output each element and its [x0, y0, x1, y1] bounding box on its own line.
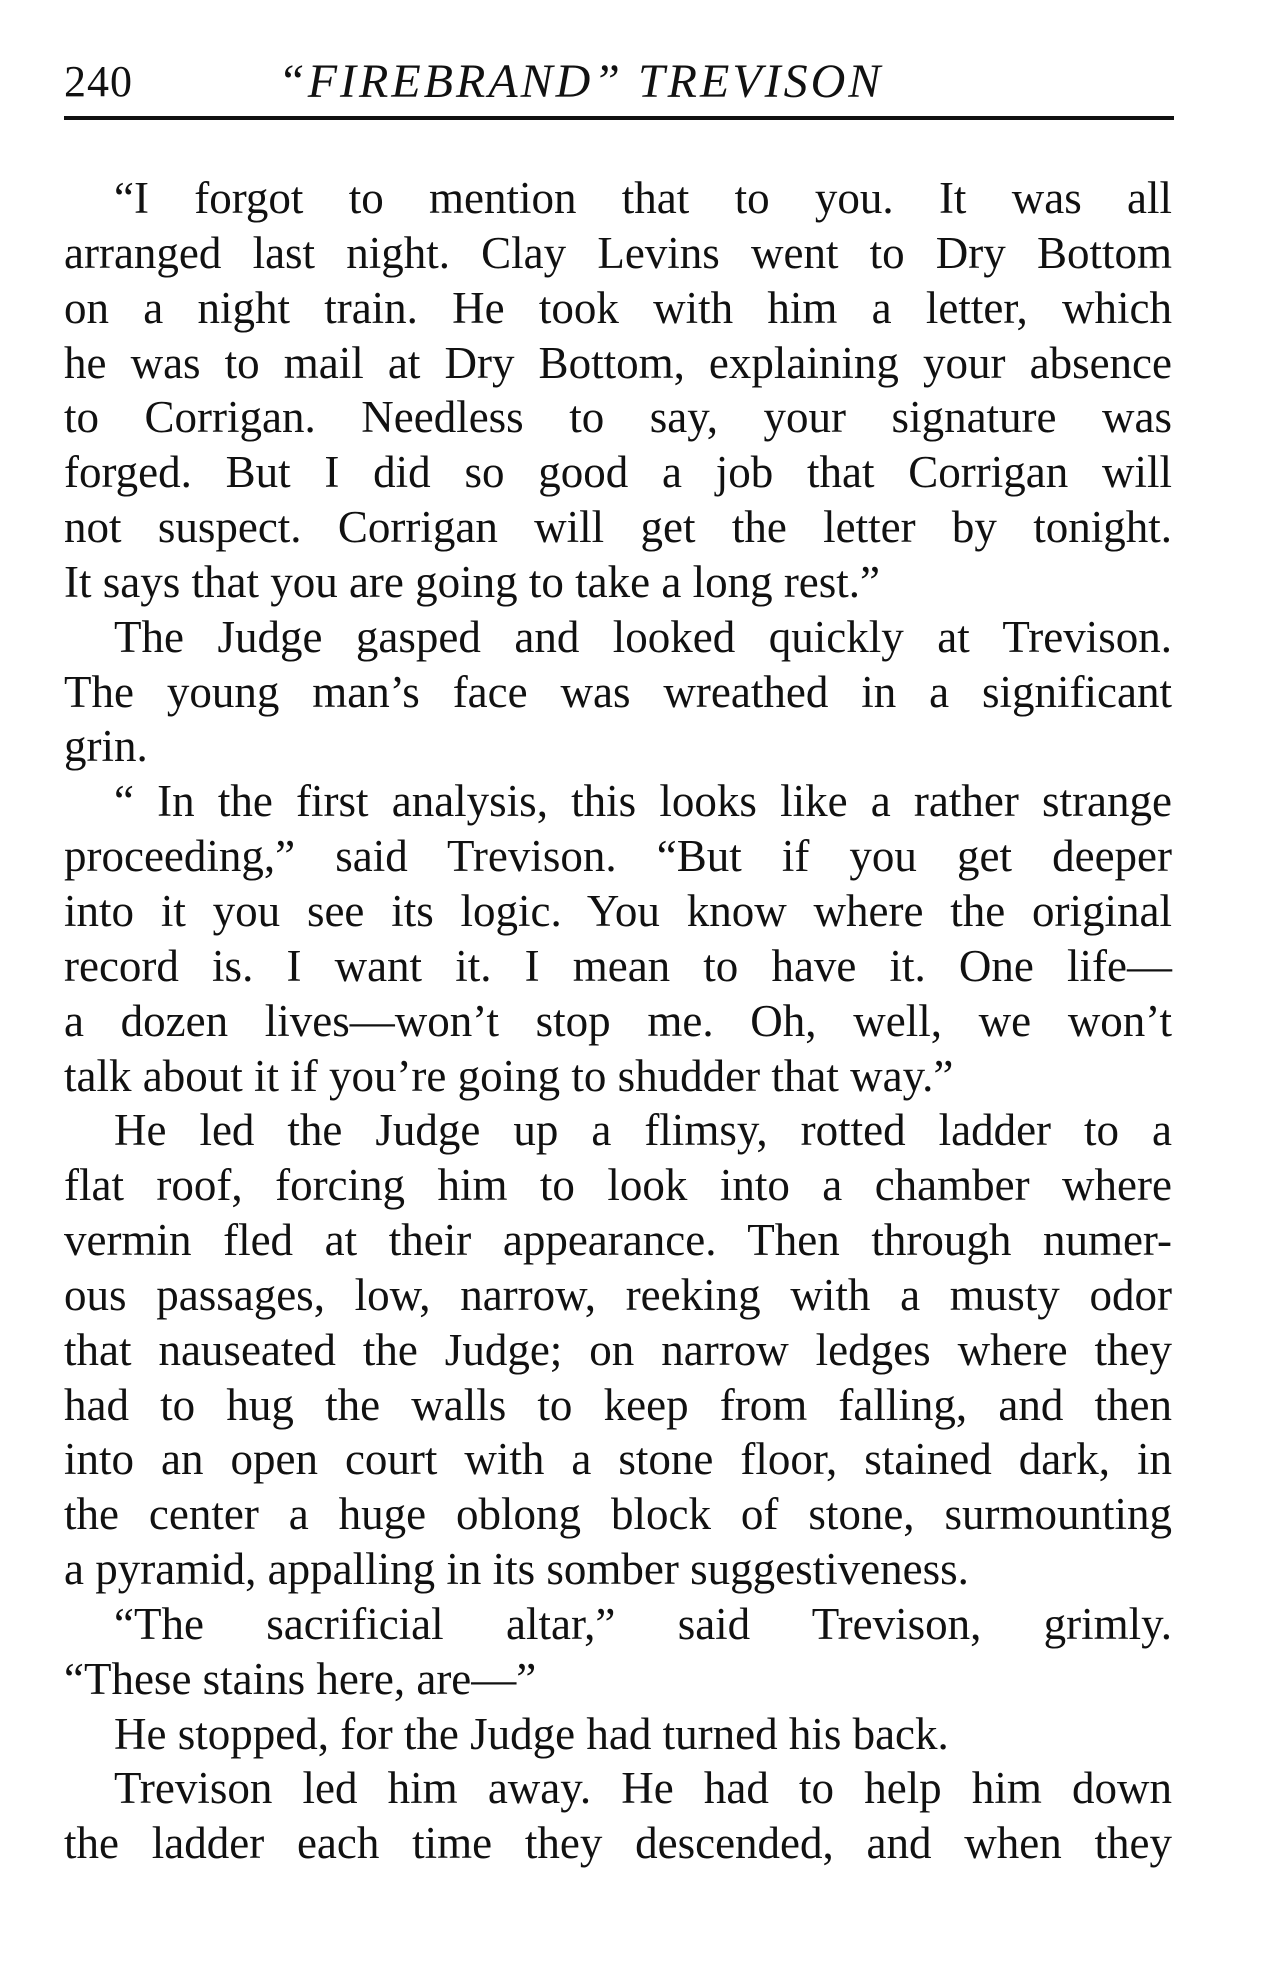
text-line: He stopped, for the Judge had turned his back. [114, 1708, 949, 1759]
text-line: he was to mail at Dry Bottom, explaining your absence [64, 337, 1172, 388]
text-line: The young man’s face was wreathed in a significant [64, 666, 1172, 717]
text-line: the center a huge oblong block of stone, surmounting [64, 1489, 1172, 1540]
page-header [64, 52, 1174, 116]
text-line: to Corrigan. Needless to say, your signature was [64, 392, 1172, 443]
text-line: vermin fled at their appearance. Then through numer- [64, 1215, 1172, 1266]
text-line: arranged last night. Clay Levins went to Dry Bottom [64, 227, 1172, 278]
body-text [64, 171, 1172, 1871]
header-rule [64, 116, 1174, 120]
text-line: The Judge gasped and looked quickly at Trevison. [114, 611, 1172, 662]
text-line: He led the Judge up a flimsy, rotted ladder to a [114, 1105, 1172, 1156]
text-line: on a night train. He took with him a letter, which [64, 282, 1172, 333]
text-line: into it you see its logic. You know where the original [64, 885, 1172, 936]
text-line: “The sacrificial altar,” said Trevison, grimly. [114, 1598, 1172, 1649]
text-line: a dozen lives—won’t stop me. Oh, well, we won’t [64, 995, 1172, 1046]
running-title: “FIREBRAND” TREVISON [278, 55, 884, 108]
text-line: “I forgot to mention that to you. It was all [114, 173, 1172, 223]
text-line: “ In the first analysis, this looks like a rather strange [114, 776, 1172, 827]
text-line: “These stains here, are—” [64, 1653, 537, 1704]
text-line: It says that you are going to take a long rest.” [64, 556, 881, 607]
page-number: 240 [64, 57, 133, 106]
text-line: ous passages, low, narrow, reeking with a musty odor [64, 1269, 1172, 1320]
text-line: record is. I want it. I mean to have it. One life— [64, 940, 1172, 991]
text-line: the ladder each time they descended, and when they [64, 1818, 1172, 1869]
text-line: talk about it if you’re going to shudder that way.” [64, 1050, 954, 1101]
text-line: Trevison led him away. He had to help him down [114, 1763, 1172, 1814]
text-line: forged. But I did so good a job that Corrigan will [64, 447, 1172, 498]
text-line: flat roof, forcing him to look into a chamber where [64, 1160, 1172, 1211]
text-line: grin. [64, 721, 148, 772]
text-line: had to hug the walls to keep from falling, and then [64, 1379, 1172, 1430]
text-line: proceeding,” said Trevison. “But if you get deeper [64, 831, 1172, 882]
text-line: not suspect. Corrigan will get the letter by tonight. [64, 502, 1172, 553]
text-line: a pyramid, appalling in its somber suggestiveness. [64, 1544, 969, 1595]
text-line: that nauseated the Judge; on narrow ledges where they [64, 1324, 1172, 1375]
text-line: into an open court with a stone floor, stained dark, in [64, 1434, 1172, 1485]
